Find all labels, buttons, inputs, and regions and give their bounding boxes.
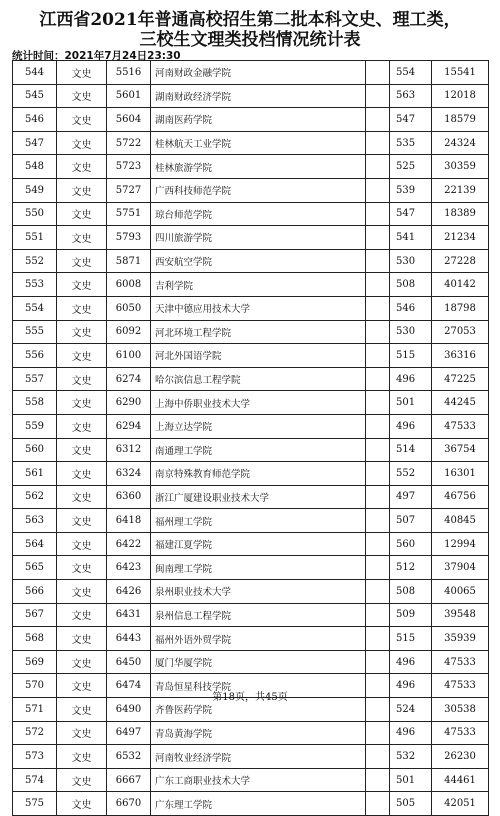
category-cell: 文史 [57,391,107,415]
seq-cell: 564 [13,532,57,556]
code-cell: 6360 [107,485,151,509]
category-cell: 文史 [57,650,107,674]
rank-cell: 21234 [432,226,489,250]
code-cell: 6274 [107,367,151,391]
seq-cell: 549 [13,178,57,202]
rank-cell: 47533 [432,414,489,438]
plan-cell [366,391,390,415]
seq-cell: 563 [13,509,57,533]
score-cell: 496 [390,650,432,674]
category-cell: 文史 [57,84,107,108]
rank-cell: 30538 [432,698,489,722]
category-cell: 文史 [57,698,107,722]
seq-cell: 565 [13,556,57,580]
category-cell: 文史 [57,108,107,132]
school-name-cell: 广西科技师范学院 [151,178,366,202]
seq-cell: 566 [13,580,57,604]
seq-cell: 554 [13,296,57,320]
plan-cell [366,367,390,391]
seq-cell: 560 [13,438,57,462]
seq-cell: 548 [13,155,57,179]
plan-cell [366,509,390,533]
school-name-cell: 南通理工学院 [151,438,366,462]
category-cell: 文史 [57,226,107,250]
school-name-cell: 西安航空学院 [151,249,366,273]
rank-cell: 44461 [432,768,489,792]
score-cell: 497 [390,485,432,509]
seq-cell: 544 [13,61,57,85]
seq-cell: 547 [13,131,57,155]
code-cell: 5722 [107,131,151,155]
rank-cell: 26230 [432,745,489,769]
school-name-cell: 泉州信息工程学院 [151,603,366,627]
school-name-cell: 吉利学院 [151,273,366,297]
score-cell: 532 [390,745,432,769]
table-row [13,320,489,344]
score-cell: 512 [390,556,432,580]
code-cell: 6418 [107,509,151,533]
code-cell: 6667 [107,768,151,792]
school-name-cell: 河北环境工程学院 [151,320,366,344]
code-cell: 6431 [107,603,151,627]
score-cell: 501 [390,768,432,792]
score-cell: 547 [390,108,432,132]
score-cell: 530 [390,320,432,344]
score-cell: 552 [390,462,432,486]
category-cell: 文史 [57,296,107,320]
category-cell: 文史 [57,674,107,698]
school-name-cell: 福州外语外贸学院 [151,627,366,651]
score-cell: 530 [390,249,432,273]
score-cell: 508 [390,273,432,297]
code-cell: 6670 [107,792,151,816]
rank-cell: 18579 [432,108,489,132]
category-cell: 文史 [57,202,107,226]
seq-cell: 551 [13,226,57,250]
rank-cell: 27053 [432,320,489,344]
code-cell: 6312 [107,438,151,462]
score-cell: 554 [390,61,432,85]
code-cell: 6324 [107,462,151,486]
rank-cell: 12018 [432,84,489,108]
plan-cell [366,485,390,509]
seq-cell: 559 [13,414,57,438]
table-row [13,414,489,438]
code-cell: 5516 [107,61,151,85]
code-cell: 5604 [107,108,151,132]
seq-cell: 562 [13,485,57,509]
rank-cell: 24324 [432,131,489,155]
school-name-cell: 湖南医药学院 [151,108,366,132]
score-cell: 515 [390,344,432,368]
category-cell: 文史 [57,721,107,745]
code-cell: 6532 [107,745,151,769]
school-name-cell: 桂林航天工业学院 [151,131,366,155]
score-cell: 535 [390,131,432,155]
school-name-cell: 上海立达学院 [151,414,366,438]
table-row [13,391,489,415]
rank-cell: 36754 [432,438,489,462]
seq-cell: 558 [13,391,57,415]
table-row [13,650,489,674]
school-name-cell: 四川旅游学院 [151,226,366,250]
school-name-cell: 湖南财政经济学院 [151,84,366,108]
table-row [13,202,489,226]
category-cell: 文史 [57,580,107,604]
table-row [13,627,489,651]
score-cell: 560 [390,532,432,556]
seq-cell: 569 [13,650,57,674]
table-row [13,485,489,509]
rank-cell: 40845 [432,509,489,533]
table-row [13,532,489,556]
code-cell: 6294 [107,414,151,438]
plan-cell [366,108,390,132]
table-row [13,344,489,368]
school-name-cell: 哈尔滨信息工程学院 [151,367,366,391]
plan-cell [366,556,390,580]
table-row [13,509,489,533]
seq-cell: 555 [13,320,57,344]
seq-cell: 574 [13,768,57,792]
seq-cell: 567 [13,603,57,627]
code-cell: 6050 [107,296,151,320]
school-name-cell: 广东工商职业技术大学 [151,768,366,792]
table-row [13,462,489,486]
category-cell: 文史 [57,603,107,627]
score-cell: 524 [390,698,432,722]
table-row [13,438,489,462]
table-row [13,273,489,297]
category-cell: 文史 [57,320,107,344]
seq-cell: 573 [13,745,57,769]
code-cell: 6443 [107,627,151,651]
rank-cell: 40065 [432,580,489,604]
table-row [13,367,489,391]
plan-cell [366,721,390,745]
category-cell: 文史 [57,178,107,202]
rank-cell: 47225 [432,367,489,391]
table-row [13,108,489,132]
category-cell: 文史 [57,462,107,486]
rank-cell: 35939 [432,627,489,651]
title-line-2: 三校生文理类投档情况统计表 [139,30,361,50]
table-row [13,226,489,250]
score-cell: 496 [390,367,432,391]
plan-cell [366,131,390,155]
code-cell: 6423 [107,556,151,580]
plan-cell [366,202,390,226]
school-name-cell: 厦门华厦学院 [151,650,366,674]
table-row [13,768,489,792]
table-row [13,155,489,179]
score-cell: 509 [390,603,432,627]
school-name-cell: 青岛黄海学院 [151,721,366,745]
score-cell: 547 [390,202,432,226]
rank-cell: 44245 [432,391,489,415]
seq-cell: 552 [13,249,57,273]
rank-cell: 46756 [432,485,489,509]
plan-cell [366,155,390,179]
code-cell: 5751 [107,202,151,226]
seq-cell: 553 [13,273,57,297]
code-cell: 6290 [107,391,151,415]
rank-cell: 37904 [432,556,489,580]
seq-cell: 561 [13,462,57,486]
score-cell: 505 [390,792,432,816]
page-footer: 第18页，共45页 [212,692,288,703]
category-cell: 文史 [57,438,107,462]
school-name-cell: 青岛恒星科技学院 [151,674,366,698]
stat-time-label: 统计时间： [12,50,65,62]
seq-cell: 556 [13,344,57,368]
table-row [13,131,489,155]
category-cell: 文史 [57,131,107,155]
seq-cell: 557 [13,367,57,391]
school-name-cell: 福州理工学院 [151,509,366,533]
school-name-cell: 天津中德应用技术大学 [151,296,366,320]
score-cell: 496 [390,674,432,698]
category-cell: 文史 [57,344,107,368]
school-name-cell: 河北外国语学院 [151,344,366,368]
document-title [0,10,500,50]
category-cell: 文史 [57,532,107,556]
score-cell: 525 [390,155,432,179]
plan-cell [366,462,390,486]
rank-cell: 47533 [432,721,489,745]
score-cell: 563 [390,84,432,108]
school-name-cell: 齐鲁医药学院 [151,698,366,722]
category-cell: 文史 [57,155,107,179]
seq-cell: 572 [13,721,57,745]
category-cell: 文史 [57,745,107,769]
category-cell: 文史 [57,485,107,509]
rank-cell: 27228 [432,249,489,273]
score-cell: 507 [390,509,432,533]
score-cell: 539 [390,178,432,202]
score-cell: 501 [390,391,432,415]
plan-cell [366,296,390,320]
plan-cell [366,745,390,769]
code-cell: 5871 [107,249,151,273]
table-row [13,178,489,202]
score-cell: 496 [390,721,432,745]
seq-cell: 546 [13,108,57,132]
seq-cell: 568 [13,627,57,651]
table-row [13,745,489,769]
code-cell: 6474 [107,674,151,698]
plan-cell [366,768,390,792]
plan-cell [366,61,390,85]
school-name-cell: 上海中侨职业技术大学 [151,391,366,415]
school-name-cell: 河南财政金融学院 [151,61,366,85]
table-row [13,249,489,273]
rank-cell: 40142 [432,273,489,297]
score-cell: 514 [390,438,432,462]
code-cell: 5723 [107,155,151,179]
plan-cell [366,273,390,297]
score-cell: 515 [390,627,432,651]
code-cell: 6092 [107,320,151,344]
rank-cell: 16301 [432,462,489,486]
score-cell: 508 [390,580,432,604]
plan-cell [366,603,390,627]
category-cell: 文史 [57,627,107,651]
rank-cell: 18389 [432,202,489,226]
code-cell: 6450 [107,650,151,674]
category-cell: 文史 [57,556,107,580]
score-cell: 496 [390,414,432,438]
code-cell: 5727 [107,178,151,202]
table-row [13,580,489,604]
plan-cell [366,249,390,273]
seq-cell: 550 [13,202,57,226]
code-cell: 5793 [107,226,151,250]
category-cell: 文史 [57,768,107,792]
seq-cell: 571 [13,698,57,722]
table-row [13,721,489,745]
school-name-cell: 广东理工学院 [151,792,366,816]
rank-cell: 12994 [432,532,489,556]
rank-cell: 22139 [432,178,489,202]
school-name-cell: 桂林旅游学院 [151,155,366,179]
plan-cell [366,580,390,604]
plan-cell [366,532,390,556]
title-line-1: 江西省2021年普通高校招生第二批本科文史、理工类， [39,10,461,30]
code-cell: 6490 [107,698,151,722]
rank-cell: 30359 [432,155,489,179]
plan-cell [366,84,390,108]
category-cell: 文史 [57,367,107,391]
category-cell: 文史 [57,249,107,273]
plan-cell [366,792,390,816]
table-row [13,84,489,108]
table-row [13,296,489,320]
category-cell: 文史 [57,509,107,533]
rank-cell: 18798 [432,296,489,320]
plan-cell [366,320,390,344]
category-cell: 文史 [57,61,107,85]
stat-time-value: 2021年7月24日23:30 [64,50,181,62]
code-cell: 6426 [107,580,151,604]
table-row [13,603,489,627]
school-name-cell: 南京特殊教育师范学院 [151,462,366,486]
school-name-cell: 河南牧业经济学院 [151,745,366,769]
code-cell: 6422 [107,532,151,556]
rank-cell: 39548 [432,603,489,627]
score-cell: 541 [390,226,432,250]
plan-cell [366,344,390,368]
plan-cell [366,178,390,202]
seq-cell: 570 [13,674,57,698]
plan-cell [366,414,390,438]
category-cell: 文史 [57,273,107,297]
category-cell: 文史 [57,792,107,816]
rank-cell: 36316 [432,344,489,368]
plan-cell [366,627,390,651]
plan-cell [366,226,390,250]
table-row [13,61,489,85]
school-name-cell: 闽南理工学院 [151,556,366,580]
code-cell: 5601 [107,84,151,108]
seq-cell: 575 [13,792,57,816]
plan-cell [366,438,390,462]
school-name-cell: 琼台师范学院 [151,202,366,226]
table-row [13,792,489,816]
rank-cell: 47533 [432,674,489,698]
seq-cell: 545 [13,84,57,108]
school-name-cell: 浙江广厦建设职业技术大学 [151,485,366,509]
code-cell: 6008 [107,273,151,297]
rank-cell: 15541 [432,61,489,85]
category-cell: 文史 [57,414,107,438]
school-name-cell: 福建江夏学院 [151,532,366,556]
code-cell: 6497 [107,721,151,745]
score-cell: 546 [390,296,432,320]
school-name-cell: 泉州职业技术大学 [151,580,366,604]
plan-cell [366,650,390,674]
rank-cell: 42051 [432,792,489,816]
code-cell: 6100 [107,344,151,368]
rank-cell: 47533 [432,650,489,674]
table-row [13,556,489,580]
